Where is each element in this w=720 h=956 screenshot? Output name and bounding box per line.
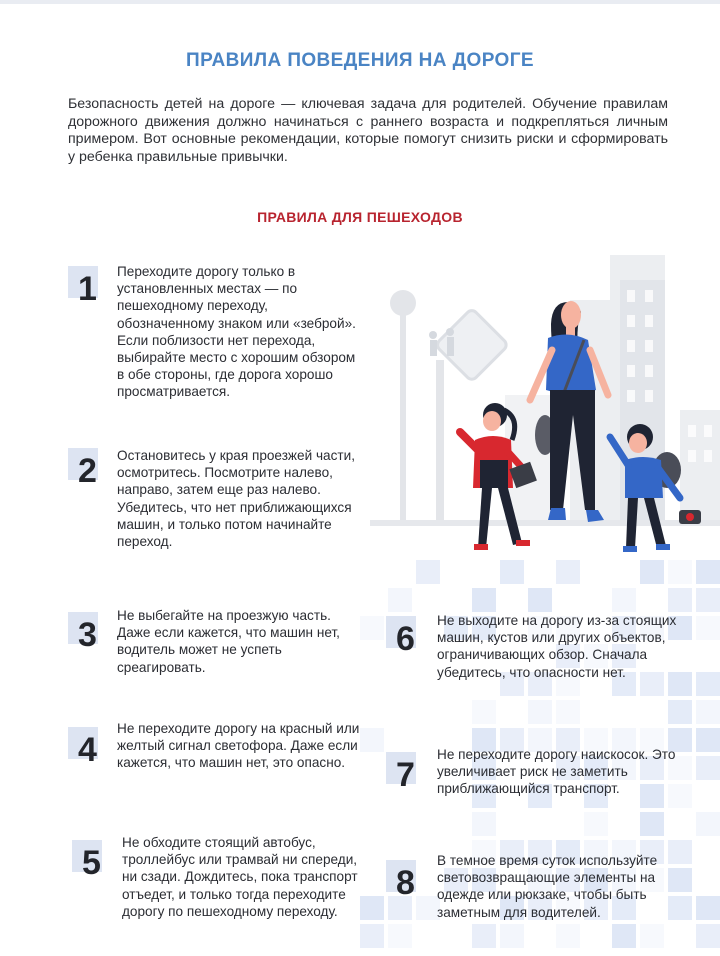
street-lamp bbox=[390, 290, 416, 525]
rule-number: 3 bbox=[78, 616, 97, 654]
mosaic-tile bbox=[388, 588, 412, 612]
mosaic-tile bbox=[696, 700, 720, 724]
rule-number-box bbox=[68, 266, 108, 310]
rule-number: 7 bbox=[396, 756, 415, 794]
rule-number: 1 bbox=[78, 270, 97, 308]
rule-text: Остановитесь у края проезжей части, осмотритесь. Посмотрите налево, направо, затем еще раз налево. Убедитесь, что нет приближающихся машин, и только потом начинайте переход. bbox=[117, 448, 355, 550]
rule-number-box bbox=[386, 860, 426, 904]
section-subtitle: ПРАВИЛА ДЛЯ ПЕШЕХОДОВ bbox=[257, 209, 463, 225]
top-divider bbox=[0, 0, 720, 4]
rule-text: В темное время суток используйте световозвращающие элементы на одежде или рюкзаке, чтобы быть заметным для водителей. bbox=[437, 853, 658, 920]
mosaic-tile bbox=[472, 812, 496, 836]
mosaic-tile bbox=[360, 728, 384, 752]
rule-number: 5 bbox=[82, 844, 101, 882]
rule-text: Не обходите стоящий автобус, троллейбус или трамвай ни спереди, ни сзади. Дождитесь, пока транспорт отъедет, и только тогда переходите дорогу по пешеходному переходу. bbox=[122, 835, 358, 919]
rule-number-box bbox=[72, 840, 112, 884]
mosaic-tile bbox=[668, 588, 692, 612]
rule-number-box bbox=[68, 448, 108, 492]
mosaic-tile bbox=[696, 896, 720, 920]
page-title: ПРАВИЛА ПОВЕДЕНИЯ НА ДОРОГЕ bbox=[186, 50, 534, 71]
mosaic-tile bbox=[696, 616, 720, 640]
mosaic-tile bbox=[472, 700, 496, 724]
rule-number-box bbox=[386, 752, 426, 796]
rule-number: 4 bbox=[78, 731, 97, 769]
mosaic-tile bbox=[360, 924, 384, 948]
rule-text: Не выбегайте на проезжую часть. Даже если кажется, что машин нет, водитель может не успеть среагировать. bbox=[117, 608, 340, 675]
mosaic-tile bbox=[556, 924, 580, 948]
rule-number-box bbox=[68, 727, 108, 771]
rule-number: 6 bbox=[396, 620, 415, 658]
mosaic-tile bbox=[696, 812, 720, 836]
rule-number-box bbox=[68, 612, 108, 656]
mosaic-tile bbox=[696, 756, 720, 780]
mosaic-tile bbox=[640, 812, 664, 836]
mosaic-tile bbox=[612, 924, 636, 948]
rule-text: Переходите дорогу только в установленных местах — по пешеходному переходу, обозначенному знаком или «зеброй». Если поблизости нет перехода, выбирайте место с хорошим обзором в обе стороны, где дорога хорошо просматривается. bbox=[117, 264, 356, 400]
mosaic-tile bbox=[500, 924, 524, 948]
mosaic-tile bbox=[472, 588, 496, 612]
family-crossing-illustration bbox=[370, 240, 720, 585]
mosaic-tile bbox=[640, 924, 664, 948]
rule-text: Не переходите дорогу наискосок. Это увеличивает риск не заметить приближающийся транспорт. bbox=[437, 747, 676, 797]
mosaic-tile bbox=[528, 700, 552, 724]
mosaic-tile bbox=[696, 728, 720, 752]
mosaic-tile bbox=[472, 924, 496, 948]
rule-text: Не переходите дорогу на красный или желтый сигнал светофора. Даже если кажется, что машин нет, это опасно. bbox=[117, 721, 360, 771]
mosaic-tile bbox=[612, 588, 636, 612]
mosaic-tile bbox=[696, 924, 720, 948]
rule-number: 8 bbox=[396, 864, 415, 902]
mosaic-tile bbox=[556, 700, 580, 724]
mosaic-tile bbox=[668, 700, 692, 724]
rule-number-box bbox=[386, 616, 426, 660]
mosaic-tile bbox=[696, 588, 720, 612]
rule-number: 2 bbox=[78, 452, 97, 490]
mosaic-tile bbox=[584, 812, 608, 836]
mosaic-tile bbox=[696, 672, 720, 696]
intro-paragraph: Безопасность детей на дороге — ключевая задача для родителей. Обучение правилам дорожного движения должно начинаться с раннего возраста и подкрепляться личным примером. Вот основные рекомендации, которые помогут снизить риски и сформировать у ребенка правильные привычки. bbox=[68, 96, 668, 165]
mosaic-tile bbox=[528, 588, 552, 612]
mosaic-tile bbox=[388, 924, 412, 948]
rule-text: Не выходите на дорогу из-за стоящих машин, кустов или других объектов, ограничивающих обзор. Сначала убедитесь, что опасности нет. bbox=[437, 613, 677, 680]
mosaic-tile bbox=[360, 616, 384, 640]
